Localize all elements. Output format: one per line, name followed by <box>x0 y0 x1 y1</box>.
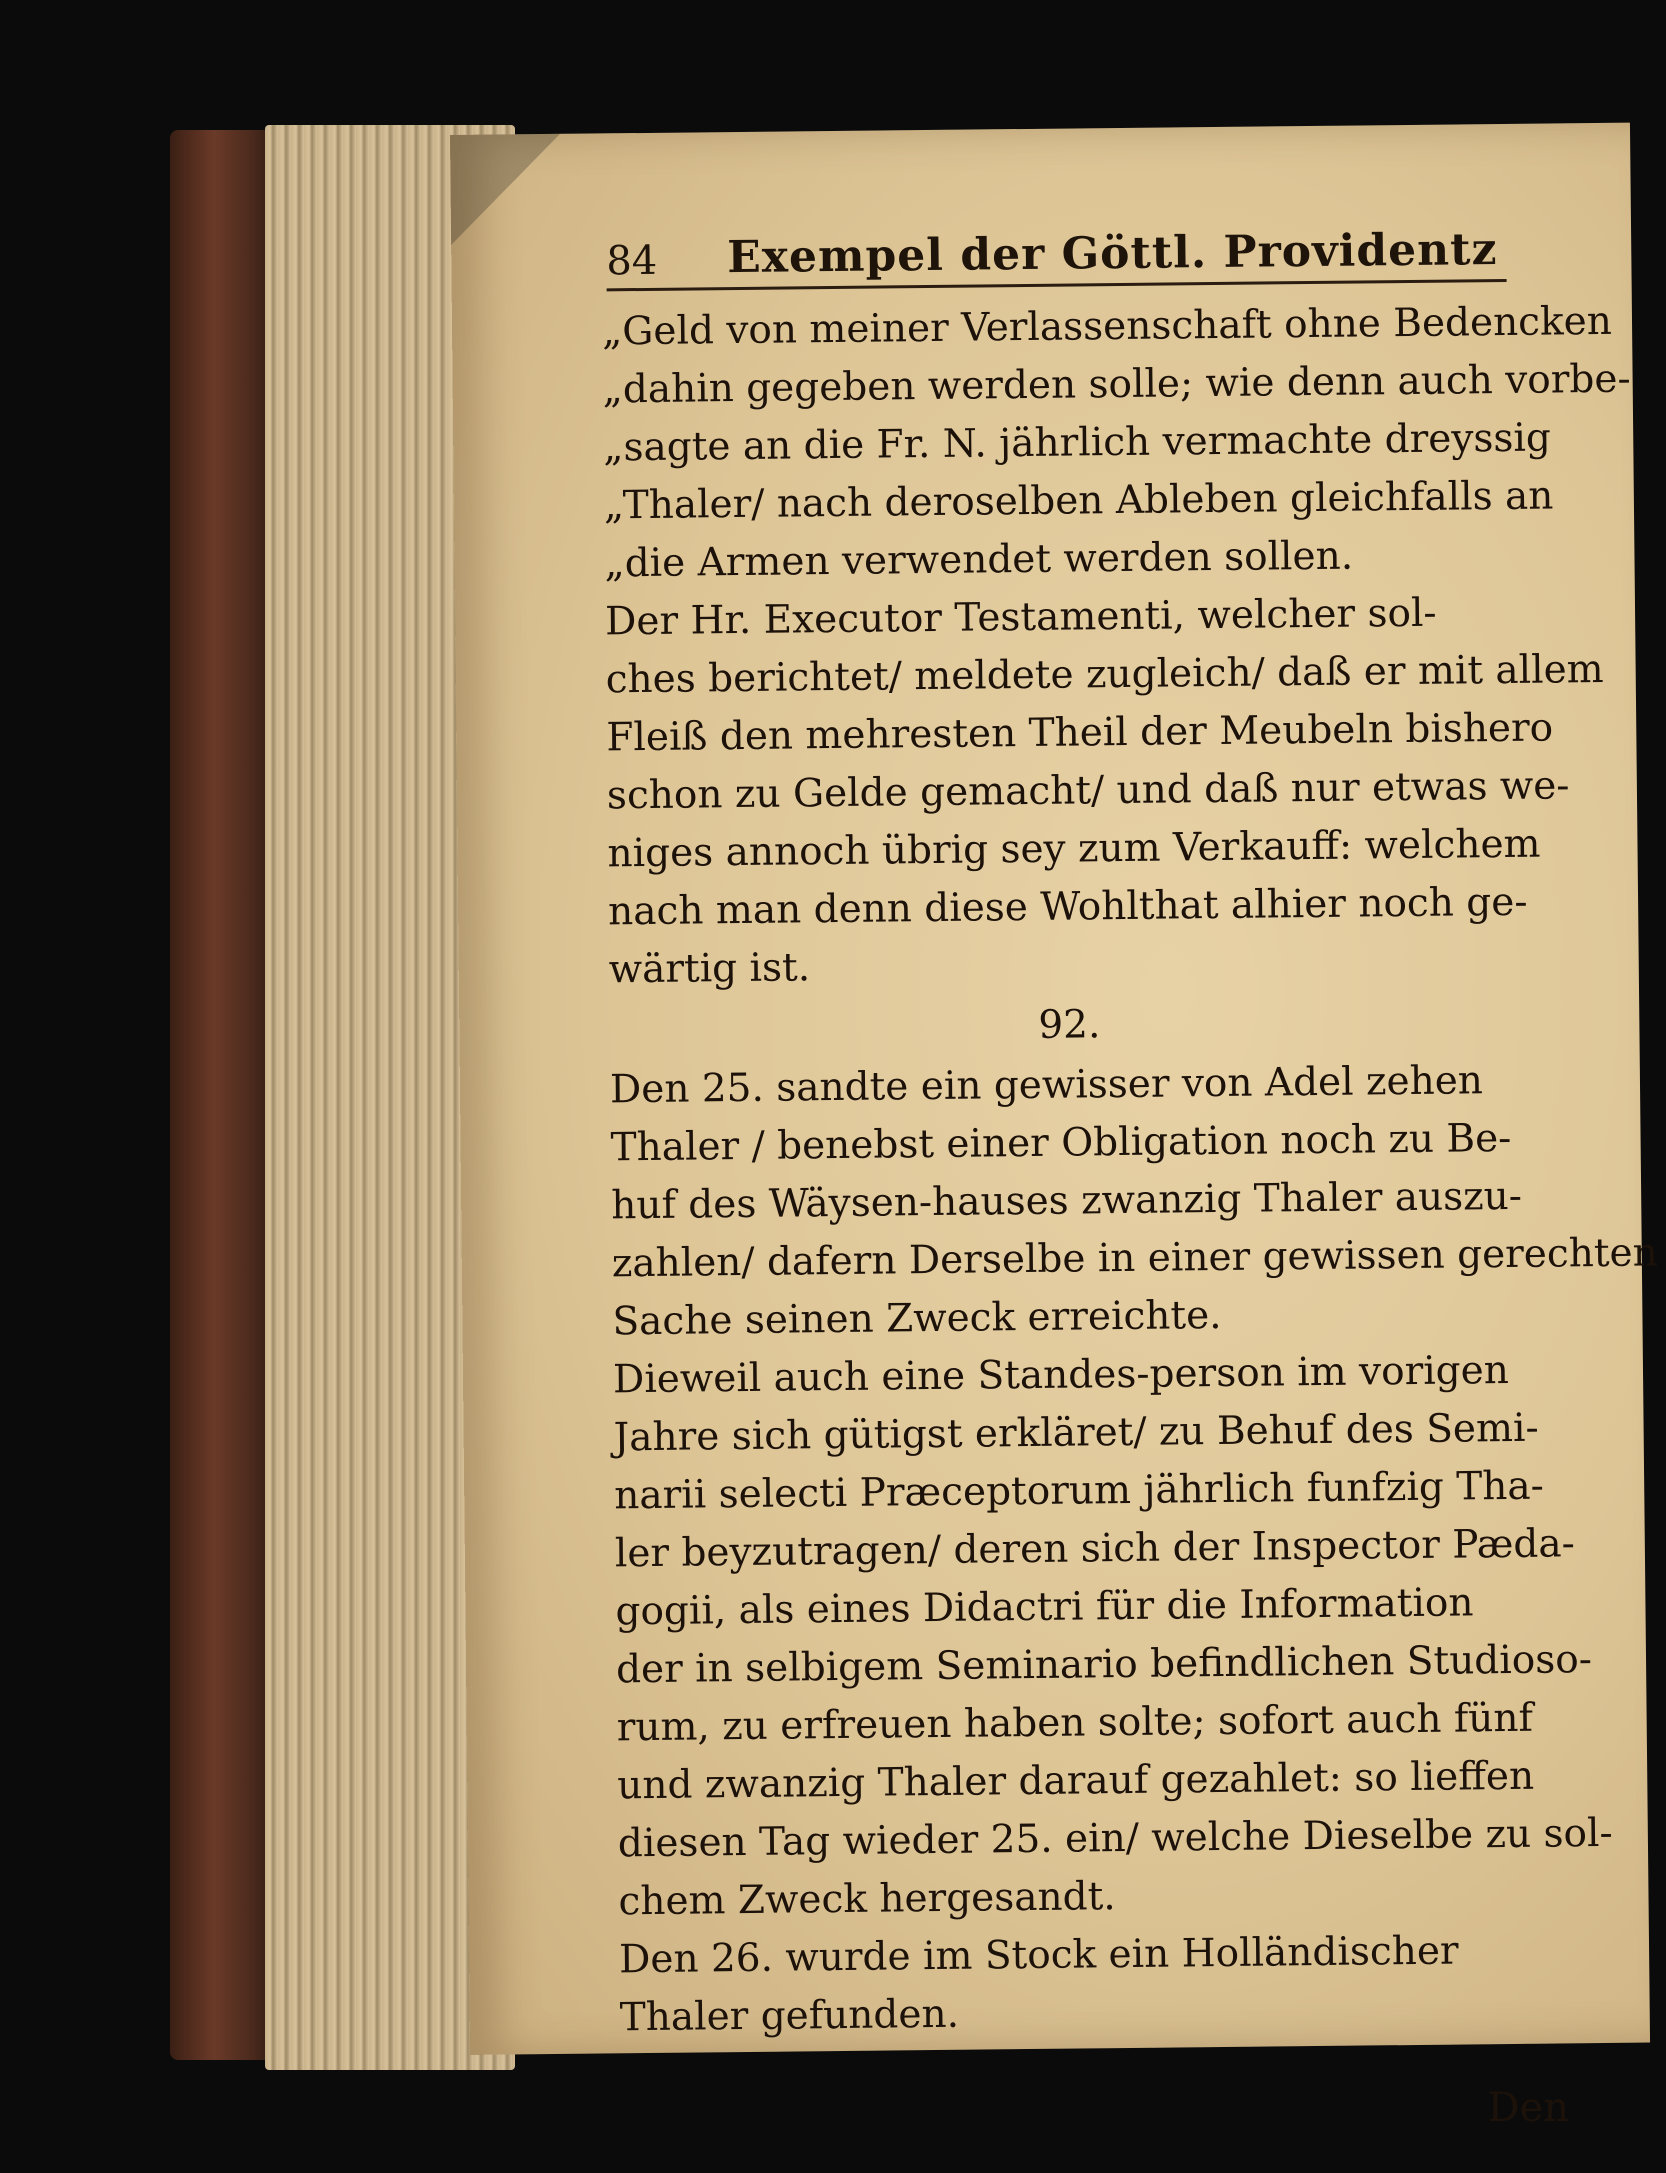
catchword: Den <box>1487 2085 1569 2131</box>
text-line: diesen Tag wieder 25. ein/ welche Dieselbe zu sol- <box>617 1810 1613 1867</box>
text-line: Sache seinen Zweck erreichte. <box>612 1292 1222 1345</box>
folded-corner <box>450 134 561 245</box>
text-line: rum, zu erfreuen haben solte; sofort auch fünf <box>616 1695 1534 1751</box>
text-line: Der Hr. Executor Testamenti, welcher sol- <box>604 590 1437 645</box>
text-line: „die Armen verwendet werden sollen. <box>604 533 1354 587</box>
text-line: Den 25. sandte ein gewisser von Adel zehen <box>609 1058 1484 1113</box>
section-number: 92. <box>1038 1002 1101 1048</box>
text-line: Thaler gefunden. <box>619 1991 960 2041</box>
text-line: gogii, als eines Didactri für die Information <box>615 1580 1474 1635</box>
text-line: chem Zweck hergesandt. <box>618 1874 1116 1925</box>
text-line: nach man denn diese Wohlthat alhier noch ge- <box>607 879 1528 935</box>
text-line: „dahin gegeben werden solle; wie denn auch vorbe- <box>602 356 1631 413</box>
text-line: Dieweil auch eine Standes-person im vorigen <box>612 1347 1510 1403</box>
text-line: huf des Wäysen-hauses zwanzig Thaler auszu- <box>610 1173 1523 1229</box>
book-spine <box>170 130 280 2060</box>
text-line: zahlen/ dafern Derselbe in einer gewissen gerechten <box>611 1230 1658 1287</box>
text-line: ches berichtet/ meldete zugleich/ daß er mit allem <box>605 646 1604 703</box>
body-text <box>601 294 1658 2048</box>
text-line: wärtig ist. <box>608 945 811 993</box>
page-header <box>606 219 1507 291</box>
text-line: „sagte an die Fr. N. jährlich vermachte dreyssig <box>603 415 1552 471</box>
page-number: 84 <box>606 237 658 285</box>
book <box>170 110 1658 2085</box>
text-line: Fleiß den mehresten Theil der Meubeln bishero <box>606 705 1554 761</box>
text-line: der in selbigem Seminario befindlichen Studioso- <box>615 1637 1593 1693</box>
running-head: Exempel der Göttl. Providentz <box>726 224 1498 284</box>
book-page <box>450 123 1658 2055</box>
text-line: „Geld von meiner Verlassenschaft ohne Bedencken <box>601 298 1613 355</box>
text-line: Thaler / benebst einer Obligation noch zu Be- <box>610 1115 1512 1171</box>
text-line: niges annoch übrig sey zum Verkauff: welchem <box>607 821 1541 877</box>
text-line: Den 26. wurde im Stock ein Holländischer <box>618 1928 1459 1983</box>
text-line: narii selecti Præceptorum jährlich funfzig Tha- <box>614 1463 1545 1519</box>
text-line: und zwanzig Thaler darauf gezahlet: so lieffen <box>617 1753 1535 1809</box>
text-line: Jahre sich gütigst erkläret/ zu Behuf des Semi- <box>613 1405 1539 1461</box>
text-line: „Thaler/ nach deroselben Ableben gleichfalls an <box>603 473 1554 529</box>
text-line: ler beyzutragen/ deren sich der Inspector Pæda- <box>614 1521 1576 1577</box>
text-line: schon zu Gelde gemacht/ und daß nur etwas we- <box>606 763 1570 819</box>
